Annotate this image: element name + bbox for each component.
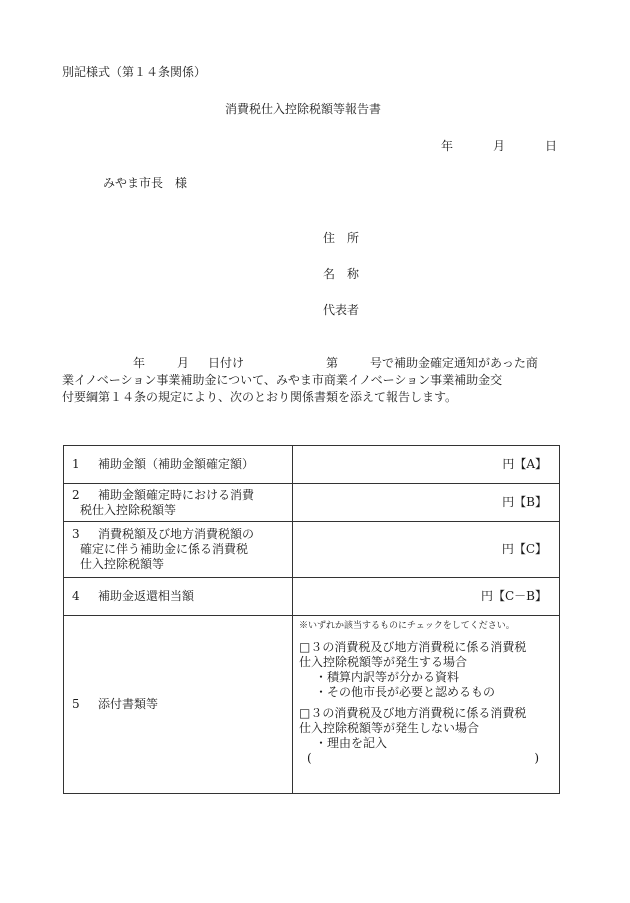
applicant-representative-label: 代表者 — [323, 303, 360, 317]
row-label — [64, 578, 293, 616]
option2-line: 仕入控除税額等が発生しない場合 — [299, 721, 480, 735]
form-identifier: 別記様式（第１４条関係） — [62, 65, 207, 79]
row-label-line: 確定に伴う補助金に係る消費税 — [80, 542, 249, 556]
row-number: 3 — [72, 527, 80, 541]
option1-item: ・積算内訳等が分かる資料 — [315, 670, 460, 684]
row-value — [293, 522, 560, 578]
row-value — [293, 578, 560, 616]
row-number: 5 — [72, 697, 80, 711]
option1-checkbox-line[interactable]: □３の消費税及び地方消費税に係る消費税 — [299, 640, 527, 654]
table-row — [64, 578, 560, 616]
option2-checkbox-line[interactable]: □３の消費税及び地方消費税に係る消費税 — [299, 706, 527, 720]
table-row — [64, 446, 560, 484]
row-value — [293, 484, 560, 522]
row-label-line: 税仕入控除税額等 — [80, 502, 177, 517]
row-label-line: 仕入控除税額等 — [80, 557, 165, 571]
table-row — [64, 484, 560, 522]
date-day: 日 — [545, 139, 558, 153]
document-title: 消費税仕入控除税額等報告書 — [225, 102, 382, 116]
reason-open-paren: ( — [307, 751, 312, 765]
date-month: 月 — [493, 139, 506, 153]
row-label — [64, 616, 293, 794]
date-year: 年 — [441, 139, 454, 153]
row-label-line: 補助金額確定時における消費 — [98, 487, 255, 502]
report-table — [63, 445, 560, 794]
row-number: 2 — [72, 487, 80, 502]
row-label — [64, 446, 293, 484]
attachments-note: ※いずれか該当するものにチェックをしてください。 — [299, 621, 515, 631]
applicant-address-label: 住 所 — [323, 231, 360, 245]
row-value-text: 円【C－B】 — [480, 589, 547, 603]
row-value-text: 円【A】 — [502, 457, 547, 471]
para-line2: 業イノベーション事業補助金について、みやま市商業イノベーション事業補助金交 — [62, 373, 503, 387]
row-label — [64, 522, 293, 578]
row-label-line: 消費税額及び地方消費税額の — [98, 527, 255, 541]
para-dated: 日付け — [208, 356, 245, 370]
applicant-name-label: 名 称 — [323, 267, 360, 281]
para-year: 年 — [133, 356, 146, 370]
para-line3: 付要綱第１４条の規定により、次のとおり関係書類を添えて報告します。 — [62, 390, 458, 404]
addressee: みやま市長 様 — [103, 176, 188, 190]
reason-close-paren: ) — [534, 751, 539, 765]
row-label — [64, 484, 293, 522]
option2-item: ・理由を記入 — [315, 736, 388, 750]
row-number: 4 — [72, 589, 80, 603]
option1-item: ・その他市長が必要と認めるもの — [315, 685, 496, 699]
table-row — [64, 616, 560, 794]
table-row — [64, 522, 560, 578]
row-value — [293, 446, 560, 484]
option1-line: 仕入控除税額等が発生する場合 — [299, 655, 468, 669]
attachments-cell — [293, 616, 560, 794]
row-label-line: 添付書類等 — [98, 697, 159, 711]
para-month: 月 — [177, 356, 190, 370]
row-value-text: 円【B】 — [502, 495, 547, 509]
row-label-line: 補助金額（補助金額確定額） — [98, 457, 255, 471]
row-value-text: 円【C】 — [501, 542, 547, 556]
para-no-prefix: 第 — [326, 356, 339, 370]
para-line1-rest: 号で補助金確定通知があった商 — [370, 356, 538, 370]
row-label-line: 補助金返還相当額 — [98, 589, 195, 603]
reason-field[interactable] — [299, 751, 553, 766]
row-number: 1 — [72, 457, 80, 471]
